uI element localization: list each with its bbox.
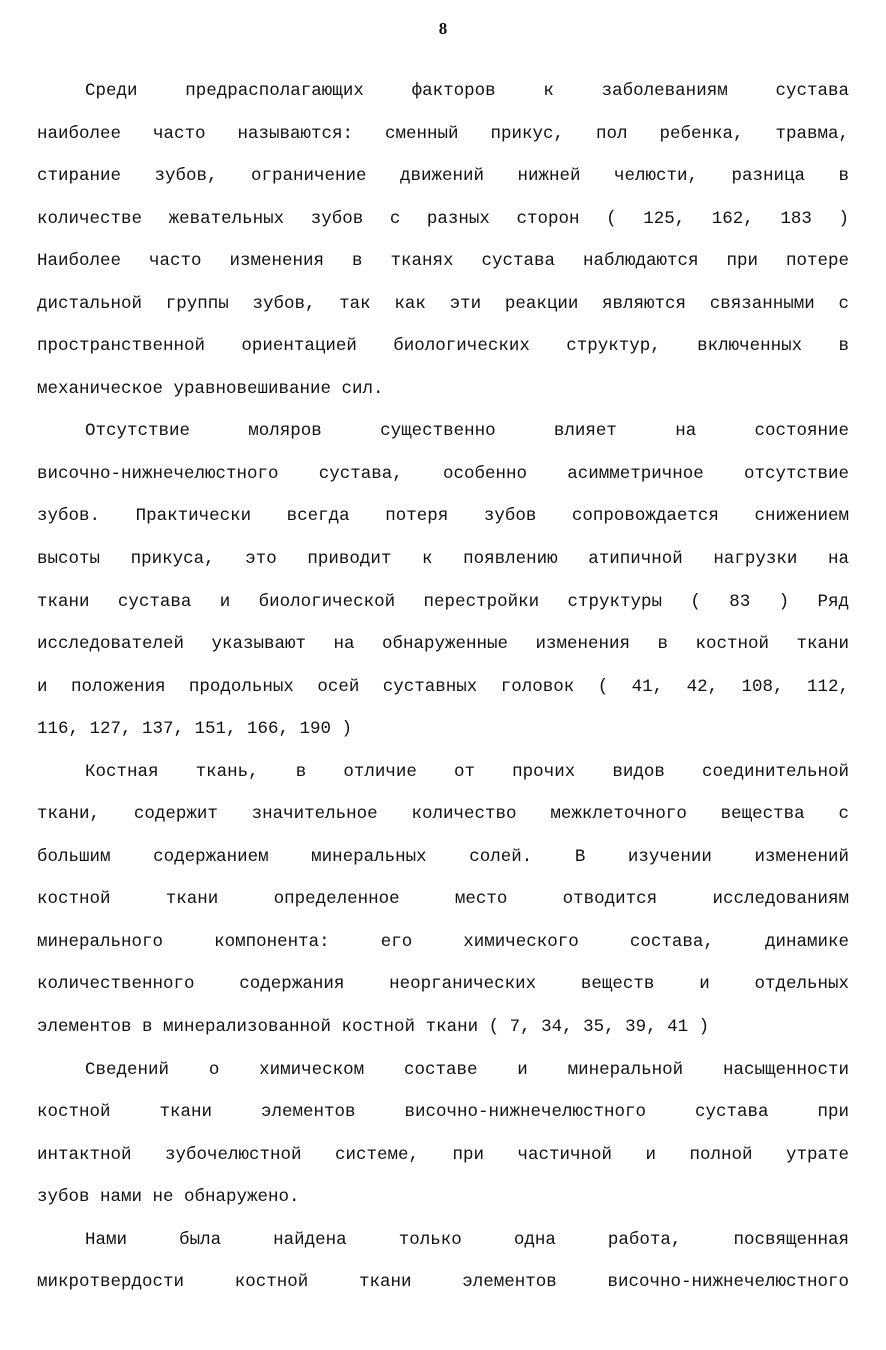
text-line: высоты прикуса, это приводит к появлению атипичной нагрузки на	[37, 549, 849, 570]
text-line: механическое уравновешивание сил.	[37, 378, 384, 399]
text-line: костной ткани элементов височно-нижнечелюстного сустава при	[37, 1102, 849, 1123]
text-line: зубов нами не обнаружено.	[37, 1187, 300, 1208]
text-line: 116, 127, 137, 151, 166, 190 )	[37, 719, 353, 740]
text-line: Отсутствие моляров существенно влияет на состояние	[85, 421, 849, 442]
text-line: Нами была найдена только одна работа, посвященная	[85, 1229, 849, 1250]
text-line: микротвердости костной ткани элементов височно-нижнечелюстного	[37, 1272, 849, 1293]
body-text	[37, 70, 849, 1304]
text-line: дистальной группы зубов, так как эти реакции являются связанными с	[37, 293, 849, 314]
text-line: минерального компонента: его химического состава, динамике	[37, 931, 849, 952]
text-line: костной ткани определенное место отводится исследованиям	[37, 889, 849, 910]
text-line: Наиболее часто изменения в тканях сустава наблюдаются при потере	[37, 251, 849, 272]
text-line: количественного содержания неорганических веществ и отдельных	[37, 974, 849, 995]
text-line: элементов в минерализованной костной ткани ( 7, 34, 35, 39, 41 )	[37, 1017, 710, 1038]
text-line: пространственной ориентацией биологических структур, включенных в	[37, 336, 849, 357]
text-line: исследователей указывают на обнаруженные изменения в костной ткани	[37, 634, 849, 655]
text-line: Сведений о химическом составе и минеральной насыщенности	[85, 1059, 849, 1080]
text-line: интактной зубочелюстной системе, при частичной и полной утрате	[37, 1144, 849, 1165]
text-line: и положения продольных осей суставных головок ( 41, 42, 108, 112,	[37, 676, 849, 697]
text-line: ткани сустава и биологической перестройки структуры ( 83 ) Ряд	[37, 591, 849, 612]
text-line: количестве жевательных зубов с разных сторон ( 125, 162, 183 )	[37, 208, 849, 229]
text-line: наиболее часто называются: сменный прикус, пол ребенка, травма,	[37, 123, 849, 144]
text-line: ткани, содержит значительное количество межклеточного вещества с	[37, 804, 849, 825]
text-line: зубов. Практически всегда потеря зубов сопровождается снижением	[37, 506, 849, 527]
text-line: стирание зубов, ограничение движений нижней челюсти, разница в	[37, 166, 849, 187]
text-line: височно-нижнечелюстного сустава, особенно асимметричное отсутствие	[37, 463, 849, 484]
page-number: 8	[438, 19, 448, 38]
text-line: Костная ткань, в отличие от прочих видов соединительной	[85, 761, 849, 782]
text-line: большим содержанием минеральных солей. В изучении изменений	[37, 846, 849, 867]
text-line: Среди предрасполагающих факторов к заболеваниям сустава	[85, 81, 849, 101]
